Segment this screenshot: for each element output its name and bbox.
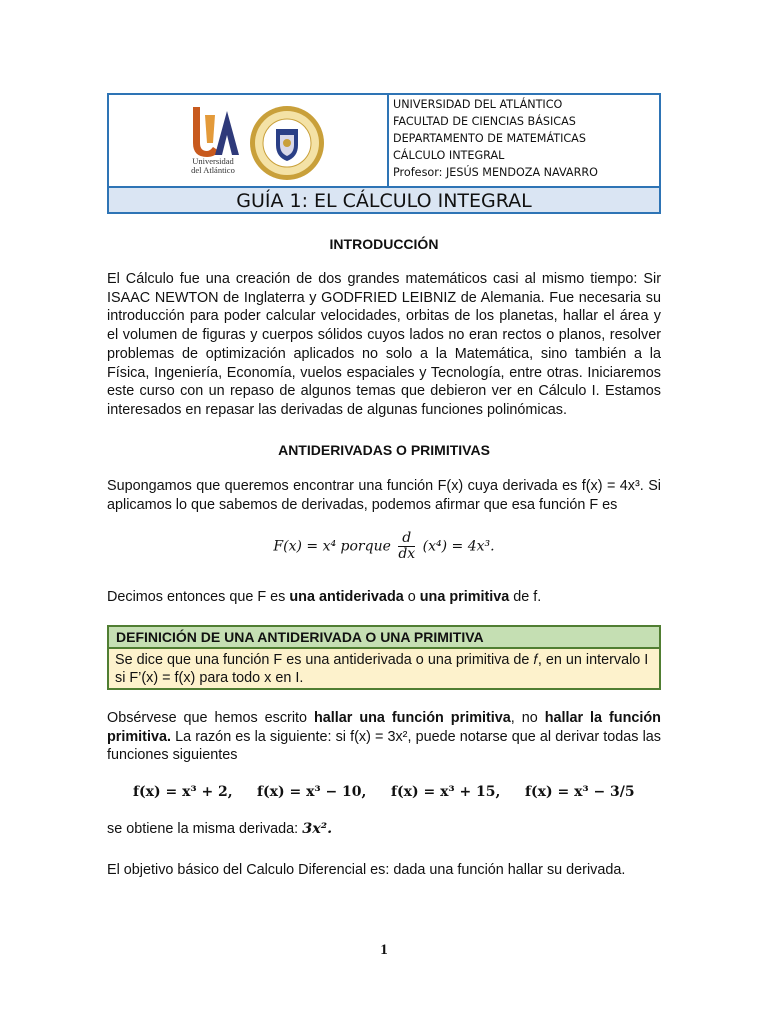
seal-icon — [249, 105, 325, 181]
objective-paragraph: El objetivo básico del Calculo Diferencial es: dada una función hallar su derivada. — [107, 862, 626, 878]
decimos-text-1: Decimos entonces que F es — [107, 589, 290, 605]
intro-paragraph: El Cálculo fue una creación de dos grandes matemáticos casi al mismo tiempo: Sir ISAAC NEWTON de Inglaterra y GODFRIED LEIBNIZ de Alemania. Fue necesaria su introducción para poder calcular velocidades, orbitas de los planetas, hallar el área y el volumen de figuras y cuerpos sólidos cuyos lados no eran rectos o planos, resolver problemas de optimización aplicados no solo a la Matemática, sino también a la Física, Ingeniería, Economía, vuelos espaciales y Tecnología, entre otras. Iniciaremos este curso con un repaso de algunos temas que debieron ver en Cálculo I. Estamos interesados en repasar las derivadas de algunas funciones polinómicas. — [107, 271, 661, 418]
logo-text-line2: del Atlántico — [191, 165, 235, 175]
intro-section — [107, 270, 661, 420]
antiderivadas-paragraph: Supongamos que queremos encontrar una función F(x) cuya derivada es f(x) = 4x³. Si aplicamos lo que sabemos de derivadas, podemos afirmar que esa función F es — [107, 478, 661, 513]
fraction-denominator: dx — [398, 546, 416, 562]
same-derivative-text: se obtiene la misma derivada: — [107, 821, 303, 837]
function-1: f(x) = x³ + 2, — [133, 784, 233, 800]
observe-text-1: Obsérvese que hemos escrito — [107, 710, 314, 726]
decimos-bold-2: una primitiva — [419, 589, 510, 605]
institution-info — [387, 95, 659, 186]
definition-box — [107, 625, 661, 690]
decimos-text-3: de f. — [509, 589, 542, 605]
function-3: f(x) = x³ + 15, — [391, 784, 501, 800]
decimos-bold-1: una antiderivada — [289, 589, 404, 605]
observe-bold-1: hallar una función primitiva — [314, 710, 511, 726]
logo-text-line1: Universidad — [192, 156, 234, 166]
function-4: f(x) = x³ − 3/5 — [525, 784, 635, 800]
antiderivadas-section — [107, 477, 661, 514]
same-derivative-section — [107, 820, 661, 839]
info-faculty: FACULTAD DE CIENCIAS BÁSICAS — [393, 115, 576, 128]
derivative-fraction — [398, 531, 415, 562]
definition-title: DEFINICIÓN DE UNA ANTIDERIVADA O UNA PRIMITIVA — [109, 627, 659, 649]
info-university: UNIVERSIDAD DEL ATLÁNTICO — [393, 98, 563, 111]
derivative-formula — [107, 531, 661, 562]
observe-section — [107, 709, 661, 765]
observe-text-2: , no — [510, 710, 545, 726]
formula-left: F(x) = x⁴ porque — [273, 538, 391, 555]
objective-section — [107, 861, 661, 880]
same-derivative-paragraph — [107, 820, 661, 839]
observe-paragraph — [107, 709, 661, 765]
intro-heading: INTRODUCCIÓN — [329, 236, 439, 252]
logo-cell — [109, 95, 387, 186]
info-department: DEPARTAMENTO DE MATEMÁTICAS — [393, 132, 586, 145]
info-course: CÁLCULO INTEGRAL — [393, 149, 505, 162]
guide-title: GUÍA 1: EL CÁLCULO INTEGRAL — [109, 186, 659, 212]
function-2: f(x) = x³ − 10, — [257, 784, 367, 800]
document-header — [107, 93, 661, 214]
observe-text-3: La razón es la siguiente: si f(x) = 3x², puede notarse que al derivar todas las funciones siguientes — [107, 728, 661, 764]
info-professor: Profesor: JESÚS MENDOZA NAVARRO — [393, 166, 598, 179]
logo-text — [179, 157, 247, 175]
observe-bold-2: hallar la función primitiva. — [107, 710, 661, 745]
antiderivadas-heading: ANTIDERIVADAS O PRIMITIVAS — [278, 442, 490, 458]
decimos-text-2: o — [403, 589, 420, 605]
page-number: 1 — [380, 942, 388, 958]
decimos-paragraph — [107, 588, 661, 607]
same-derivative-value: 3x². — [302, 820, 333, 837]
fraction-numerator: d — [398, 531, 415, 547]
function-list — [107, 784, 661, 806]
decimos-section — [107, 588, 661, 607]
formula-right: (x⁴) = 4x³. — [422, 538, 495, 555]
definition-body: Se dice que una función F es una antiderivada o una primitiva de 𝑓, en un intervalo I si F’(x) = f(x) para todo x en I. — [109, 649, 659, 688]
